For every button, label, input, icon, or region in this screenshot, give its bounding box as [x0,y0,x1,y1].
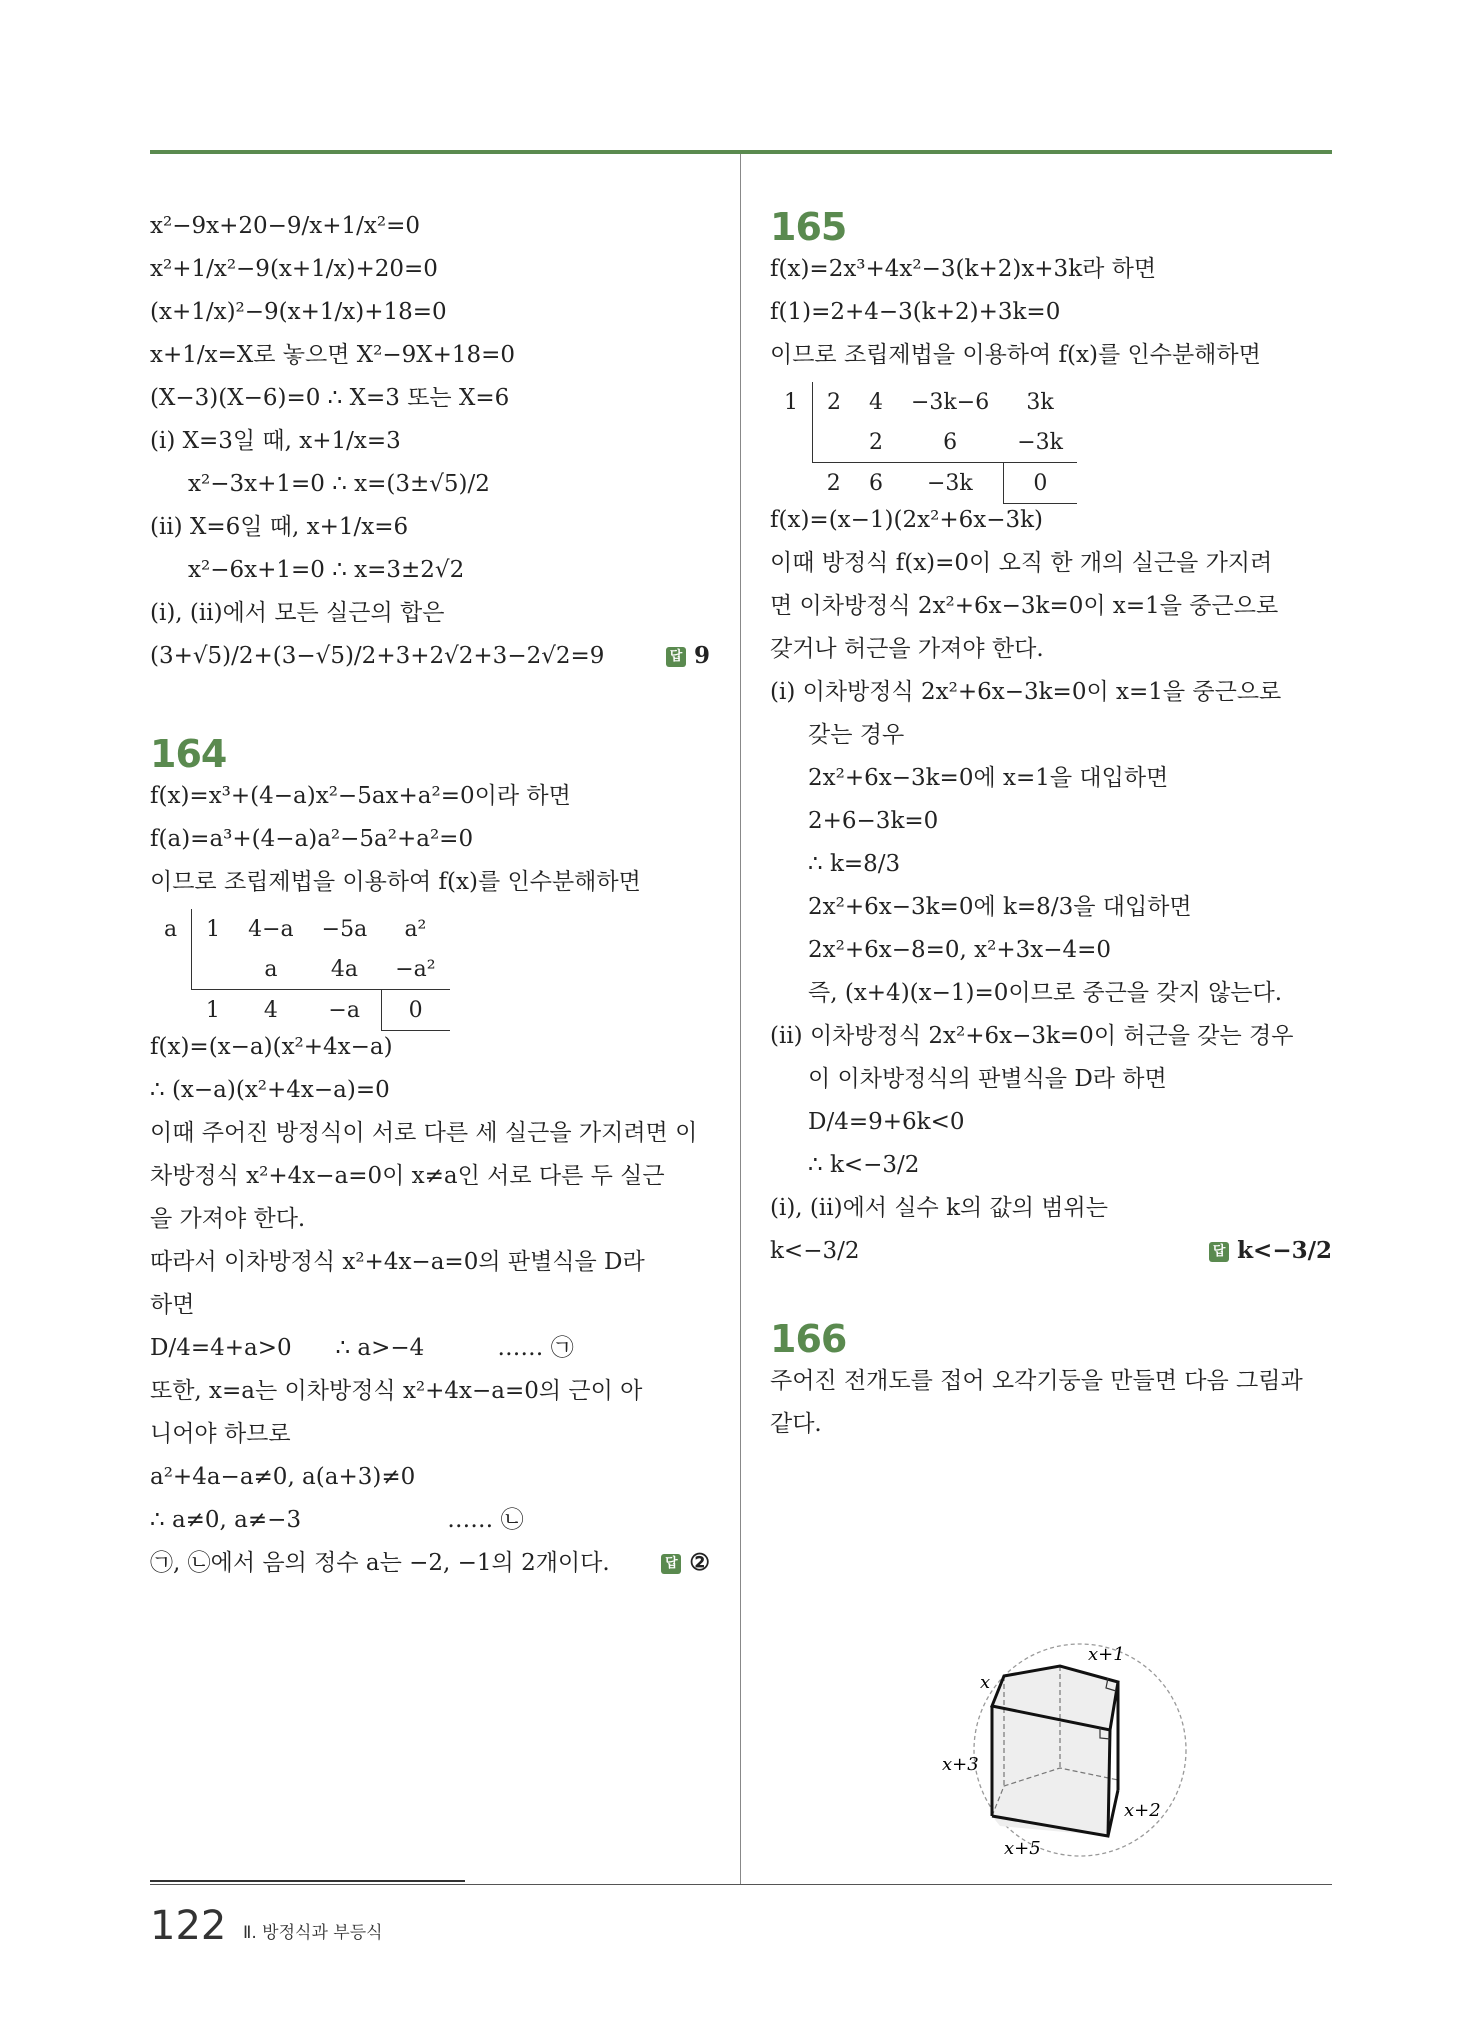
syn-cell: a² [404,916,427,942]
conclusion-text: ㉠, ㉡에서 음의 정수 a는 −2, −1의 2개이다. [150,1550,610,1576]
solution-line: 같다. [770,1411,822,1437]
solution-line: D/4=9+6k<0 [808,1109,965,1135]
solution-line: a²+4a−a≠0, a(a+3)≠0 [150,1464,416,1490]
prism-shade [992,1666,1118,1836]
answer-164 [661,1547,710,1579]
syn-cell: 4a [330,956,358,982]
solution-line: D/4=4+a>0 ∴ a>−4 …… ㉠ [150,1335,574,1361]
syn-cell: −a² [395,956,436,982]
answer-value: ② [689,1549,710,1576]
footer-rule [150,1884,1332,1885]
answer-icon: 답 [661,1554,681,1574]
syn-cell: −a [308,990,382,1031]
syn-cell: 6 [943,429,958,455]
header-rule [150,150,1332,154]
edge-label: x [980,1672,991,1693]
solution-line: (x+1/x)²−9(x+1/x)+18=0 [150,299,447,325]
syn-cell: 6 [855,463,897,504]
solution-line: 이때 주어진 방정식이 서로 다른 세 실근을 가지려면 이 [150,1120,698,1146]
solution-line: f(x)=(x−1)(2x²+6x−3k) [770,507,1044,533]
syn-cell: 4−a [248,916,294,942]
solution-line: (ⅱ) X=6일 때, x+1/x=6 [150,514,409,540]
syn-divisor: 1 [784,389,798,415]
answer-165 [1209,1235,1332,1267]
solution-line [150,1547,710,1579]
column-divider [740,154,741,1884]
syn-cell [813,422,856,463]
solution-line: x²−6x+1=0 ∴ x=3±2√2 [188,557,465,583]
solution-line: ∴ k<−3/2 [808,1152,920,1178]
solution-line: ∴ k=8/3 [808,851,901,877]
pentagonal-prism-figure [942,1640,1200,1865]
syn-cell: 2 [869,429,883,455]
edge-label: x+5 [1004,1838,1041,1859]
left-column [150,210,710,1590]
solution-line: (ⅰ) X=3일 때, x+1/x=3 [150,428,401,454]
solution-line: 을 가져야 한다. [150,1206,306,1232]
answer-icon: 답 [1209,1242,1229,1262]
solution-line: (ⅰ) 이차방정식 2x²+6x−3k=0이 x=1을 중근으로 [770,679,1282,705]
solution-line [770,1235,1332,1267]
solution-line: ∴ (x−a)(x²+4x−a)=0 [150,1077,390,1103]
syn-cell: 2 [813,463,856,504]
solution-line: 주어진 전개도를 접어 오각기둥을 만들면 다음 그림과 [770,1368,1303,1394]
solution-line: 2+6−3k=0 [808,808,939,834]
syn-cell: 1 [192,909,235,949]
solution-line: x²−3x+1=0 ∴ x=(3±√5)/2 [188,471,490,497]
synthetic-division-table [150,909,710,1031]
right-column [770,205,1332,1451]
syn-cell: −3k [897,463,1003,504]
syn-cell: −3k [1017,429,1063,455]
syn-cell: −5a [321,916,368,942]
chapter-title: Ⅱ. 방정식과 부등식 [243,1923,383,1943]
range-result: k<−3/2 [770,1238,860,1264]
footer-rule-accent [150,1880,465,1882]
syn-remainder: 0 [381,990,449,1031]
solution-line: (ⅱ) 이차방정식 2x²+6x−3k=0이 허근을 갖는 경우 [770,1023,1294,1049]
solution-line: 이때 방정식 f(x)=0이 오직 한 개의 실근을 가지려 [770,550,1273,576]
page-number: 122 [150,1903,227,1949]
syn-cell: 4 [869,389,883,415]
syn-cell: −3k−6 [911,389,990,415]
solution-line: x+1/x=X로 놓으면 X²−9X+18=0 [150,342,516,368]
synthetic-division-table [770,382,1332,504]
syn-cell: a [264,956,278,982]
solution-line: (X−3)(X−6)=0 ∴ X=3 또는 X=6 [150,385,510,411]
problem-number: 165 [770,205,847,249]
solution-line: 2x²+6x−3k=0에 k=8/3을 대입하면 [808,894,1192,920]
solution-line: 즉, (x+4)(x−1)=0이므로 중근을 갖지 않는다. [808,980,1283,1006]
solution-line: f(x)=(x−a)(x²+4x−a) [150,1034,393,1060]
solution-line: 2x²+6x−8=0, x²+3x−4=0 [808,937,1112,963]
syn-remainder: 0 [1003,463,1077,504]
prism-edge [1108,1730,1110,1836]
answer-value: 9 [693,642,710,669]
solution-line: 하면 [150,1292,195,1318]
solution-line: f(1)=2+4−3(k+2)+3k=0 [770,299,1061,325]
solution-line: x²−9x+20−9/x+1/x²=0 [150,213,420,239]
edge-label: x+1 [1088,1644,1125,1665]
solution-line: 갖는 경우 [808,722,905,748]
edge-label: x+3 [942,1754,979,1775]
problem-number: 164 [150,732,227,776]
problem-number: 166 [770,1317,847,1361]
solution-line: 이므로 조립제법을 이용하여 f(x)를 인수분해하면 [770,342,1261,368]
solution-line: x²+1/x²−9(x+1/x)+20=0 [150,256,438,282]
solution-line [150,640,710,672]
syn-cell: 1 [192,990,235,1031]
syn-cell: 3k [1026,389,1054,415]
solution-line: 따라서 이차방정식 x²+4x−a=0의 판별식을 D라 [150,1249,645,1275]
solution-line: f(a)=a³+(4−a)a²−5a²+a²=0 [150,826,474,852]
syn-cell: 4 [234,990,308,1031]
solution-line: f(x)=2x³+4x²−3(k+2)x+3k라 하면 [770,256,1157,282]
solution-line: 차방정식 x²+4x−a=0이 x≠a인 서로 다른 두 실근 [150,1163,665,1189]
solution-line: f(x)=x³+(4−a)x²−5ax+a²=0이라 하면 [150,783,571,809]
solution-line: 2x²+6x−3k=0에 x=1을 대입하면 [808,765,1169,791]
syn-cell [192,949,235,990]
answer-163 [666,640,710,672]
solution-line: ∴ a≠0, a≠−3 …… ㉡ [150,1507,524,1533]
solution-line: 이므로 조립제법을 이용하여 f(x)를 인수분해하면 [150,869,641,895]
solution-line: (ⅰ), (ⅱ)에서 모든 실근의 합은 [150,600,445,626]
solution-line: 또한, x=a는 이차방정식 x²+4x−a=0의 근이 아 [150,1378,643,1404]
solution-line: (ⅰ), (ⅱ)에서 실수 k의 값의 범위는 [770,1195,1108,1221]
solution-line: 면 이차방정식 2x²+6x−3k=0이 x=1을 중근으로 [770,593,1279,619]
syn-cell: 2 [813,382,856,422]
answer-value: k<−3/2 [1237,1237,1332,1264]
solution-line: 니어야 하므로 [150,1421,291,1447]
sum-expression: (3+√5)/2+(3−√5)/2+3+2√2+3−2√2=9 [150,643,605,669]
syn-divisor: a [164,916,178,942]
solution-line: 이 이차방정식의 판별식을 D라 하면 [808,1066,1167,1092]
answer-icon: 답 [666,647,686,667]
edge-label: x+2 [1124,1800,1161,1821]
solution-line: 갖거나 허근을 가져야 한다. [770,636,1044,662]
